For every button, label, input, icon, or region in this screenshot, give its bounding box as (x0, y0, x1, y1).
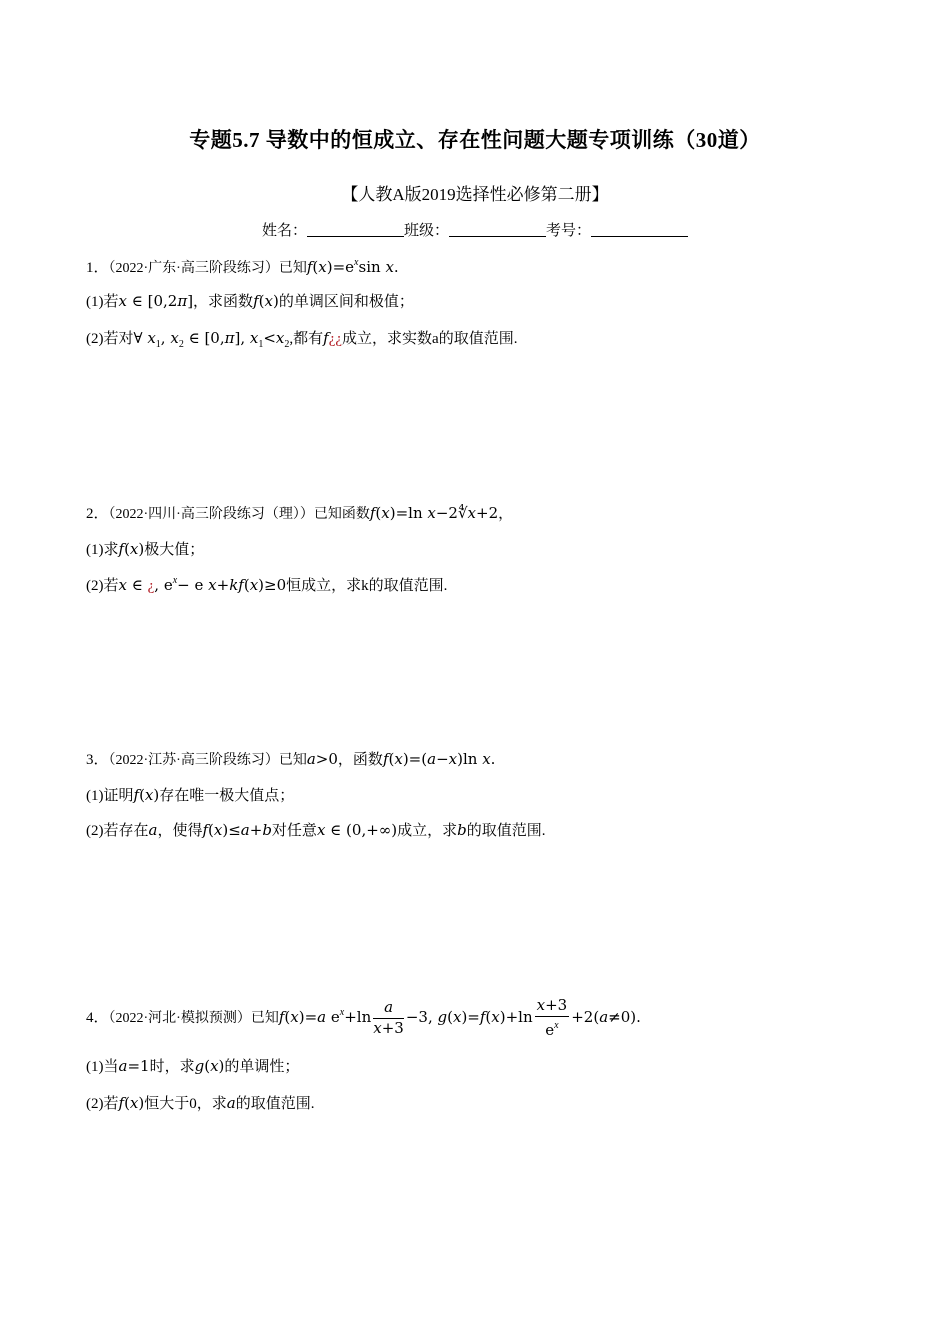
q3-statement: 3．（2022·江苏·高三阶段练习）已知a>0，函数f(x)=(a−x)ln x. (86, 750, 496, 768)
q1-part2: (2)若对∀ $x_1$, $x_2$ ∈ [0,π], $x_1<x_2$,都有f¿¿成立，求实数a的取值范围. (86, 329, 518, 350)
q2-source: （2022·四川·高三阶段练习（理））已知函数 (108, 507, 370, 522)
q3-part1: (1)证明f(x)存在唯一极大值点； (86, 786, 295, 804)
q1-source: （2022·广东·高三阶段练习）已知 (108, 261, 307, 276)
q3-number: 3． (86, 752, 109, 768)
name-blank[interactable] (307, 222, 404, 237)
page-title: 专题5.7 导数中的恒成立、存在性问题大题专项训练（30道） (189, 128, 761, 152)
q2-part1: (1)求f(x)极大值； (86, 540, 205, 558)
q4-source: （2022·河北·模拟预测）已知 (108, 1010, 279, 1026)
q4-statement: 4．（2022·河北·模拟预测）已知f(x)=a $e^x+\ln$ $\frac{a}{x+3}$ −3, g(x)=f(x)+ln $\frac{x+3}{e^x}$ +2(a≠0). (86, 996, 641, 1039)
class-blank[interactable] (449, 222, 546, 237)
q3-part2: (2)若存在a，使得f(x)≤a+b对任意x ∈ (0,+∞)成立，求b的取值范围. (86, 821, 546, 839)
q4-part2: (2)若f(x)恒大于0，求a的取值范围. (86, 1094, 315, 1112)
name-label: 姓名： (261, 223, 307, 239)
class-label: 班级： (403, 223, 449, 239)
q1-statement: 1．（2022·广东·高三阶段练习）已知$f(x)=e^x\sin$ x. (86, 257, 399, 276)
q1-part1: (1)若x ∈ [0,2π]，求函数f(x)的单调区间和极值； (86, 292, 414, 310)
q4-number: 4． (86, 1009, 109, 1026)
exam-blank[interactable] (591, 222, 688, 237)
q2-part2: (2)若x ∈ ¿, $e^x- e$ x+kf(x)≥0恒成立，求k的取值范围. (86, 575, 448, 594)
student-info-line (0, 219, 950, 240)
exam-label: 考号： (546, 223, 592, 239)
page-subtitle: 【人教A版2019选择性必修第二册】 (341, 185, 609, 204)
q4-part1: (1)当a=1时，求g(x)的单调性； (86, 1057, 300, 1075)
q3-source: （2022·江苏·高三阶段练习）已知 (108, 753, 307, 768)
q2-statement: 2．（2022·四川·高三阶段练习（理））已知函数f(x)=ln x−2∜x+2， (86, 504, 514, 522)
q1-number: 1． (86, 260, 109, 276)
q2-number: 2． (86, 506, 109, 522)
